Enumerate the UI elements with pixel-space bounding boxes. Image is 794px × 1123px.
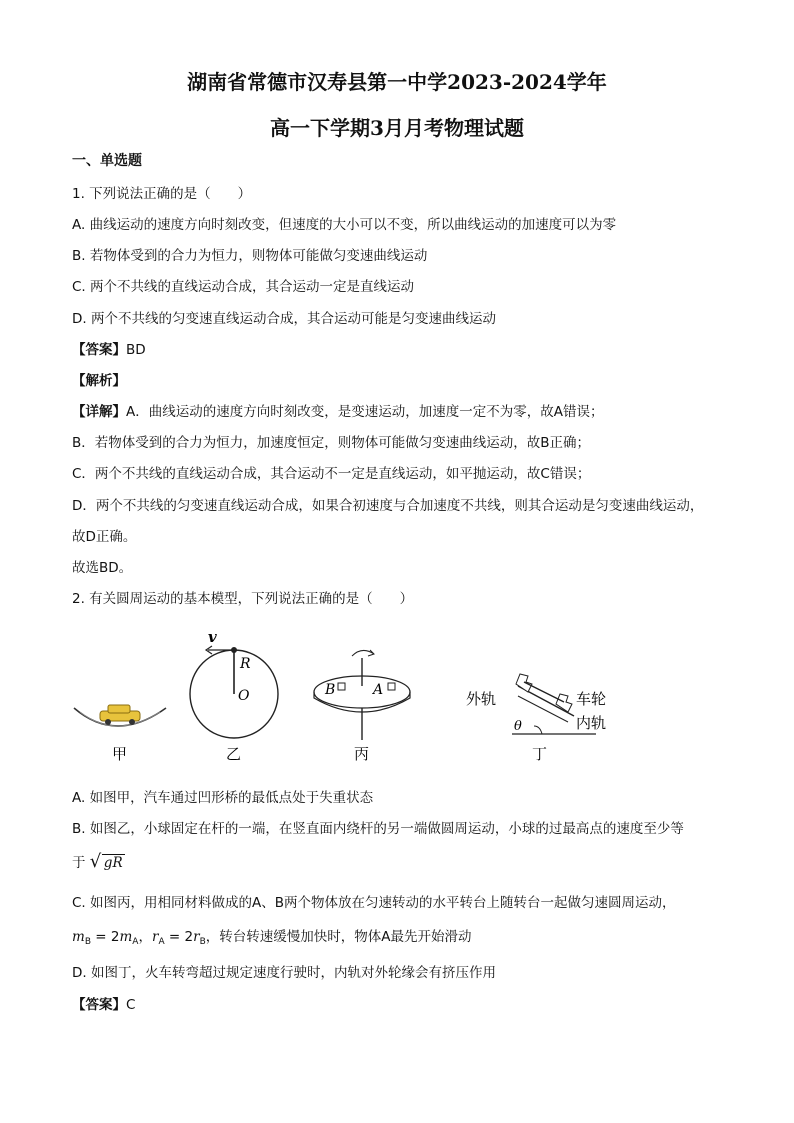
q2-option-b-line1: B. 如图乙，小球固定在杆的一端，在竖直面内绕杆的另一端做圆周运动，小球的过最高点的速度至少等: [72, 821, 684, 837]
q2-option-c-line1: C. 如图丙，用相同材料做成的A、B两个物体放在匀速转动的水平转台上随转台一起做匀速圆周运动，: [72, 895, 676, 911]
q1-detail-c: C．两个不共线的直线运动合成，其合运动不一定是直线运动，如平抛运动，故C错误；: [72, 466, 591, 482]
q1-answer: [72, 338, 146, 358]
q1-detail-d1: D．两个不共线的匀变速直线运动合成，如果合初速度与合加速度不共线，则其合运动是匀变速曲线运动，: [72, 498, 704, 514]
mass-sub-b: B: [84, 937, 91, 947]
label-yi: 乙: [226, 745, 242, 763]
q1-analysis-tag: 【解析】: [72, 373, 126, 389]
q1-option-a: A. 曲线运动的速度方向时刻改变，但速度的大小可以不变，所以曲线运动的加速度可以为零: [72, 217, 617, 233]
eq2: = 2: [164, 929, 194, 945]
label-outer-rail: 外轨: [466, 690, 497, 708]
title-line-1: 湖南省常德市汉寿县第一中学2023-2024学年: [187, 70, 607, 94]
figure-bing: [314, 650, 410, 763]
label-A: A: [373, 682, 384, 698]
q2-answer-tag: 【答案】: [72, 997, 126, 1013]
figure-ding: [466, 674, 606, 763]
title-line-2: 高一下学期3月月考物理试题: [270, 116, 524, 140]
label-R: R: [240, 656, 251, 672]
q2-option-a: A. 如图甲，汽车通过凹形桥的最低点处于失重状态: [72, 790, 374, 806]
section-heading: 一、单选题: [72, 153, 142, 169]
radius-symbol: r: [151, 929, 159, 945]
q2-figures: [66, 622, 626, 772]
label-wheel: 车轮: [576, 690, 607, 708]
separator: ，: [138, 929, 152, 945]
q1-option-d: D. 两个不共线的匀变速直线运动合成，其合运动可能是匀变速曲线运动: [72, 311, 496, 327]
detail-tag: 【详解】: [72, 404, 126, 420]
mass-symbol-2: m: [119, 929, 133, 945]
sqrt-icon: √: [89, 851, 102, 872]
mass-sub-a: A: [132, 937, 139, 947]
label-ding: 丁: [532, 745, 548, 763]
q1-detail-d2: 故D正确。: [72, 529, 137, 545]
radius-symbol-2: r: [193, 929, 200, 945]
label-inner-rail: 内轨: [576, 714, 607, 732]
label-v: v: [208, 628, 217, 646]
mass-symbol: m: [72, 929, 85, 945]
q2-option-d: D. 如图丁，火车转弯超过规定速度行驶时，内轨对外轮缘会有挤压作用: [72, 965, 496, 981]
q1-detail-b: B．若物体受到的合力为恒力，加速度恒定，则物体可能做匀变速曲线运动，故B正确；: [72, 435, 591, 451]
sqrt-formula: [89, 851, 125, 872]
sqrt-radicand: gR: [103, 855, 123, 871]
radius-sub-a: A: [158, 937, 165, 947]
q2-option-b-line2: [72, 851, 125, 871]
label-B: B: [325, 682, 336, 698]
q2-stem: 2. 有关圆周运动的基本模型，下列说法正确的是（ ）: [72, 591, 414, 607]
q1-conclusion: 故选BD。: [72, 560, 133, 576]
radius-sub-b: B: [199, 937, 206, 947]
eq1: = 2: [91, 929, 120, 945]
label-jia: 甲: [112, 745, 128, 763]
figure-yi: [190, 628, 278, 763]
detail-a-text: A．曲线运动的速度方向时刻改变，是变速运动，加速度一定不为零，故A错误；: [126, 404, 604, 420]
q2-option-c-line2: [72, 925, 472, 947]
figure-jia: [74, 705, 166, 763]
label-O: O: [238, 688, 250, 704]
q2-answer: [72, 993, 135, 1013]
answer-tag: 【答案】: [72, 342, 126, 358]
q1-option-b: B. 若物体受到的合力为恒力，则物体可能做匀变速曲线运动: [72, 248, 428, 264]
q2-answer-value: C: [126, 997, 136, 1013]
label-theta: θ: [514, 719, 522, 734]
q1-option-c: C. 两个不共线的直线运动合成，其合运动一定是直线运动: [72, 279, 415, 295]
b2-prefix: 于: [72, 855, 86, 871]
q1-stem: 1. 下列说法正确的是（ ）: [72, 186, 252, 202]
answer-value: BD: [126, 342, 146, 358]
q1-detail-a: [72, 400, 603, 420]
label-bing: 丙: [354, 745, 370, 763]
c2-tail: ，转台转速缓慢加快时，物体A最先开始滑动: [205, 929, 472, 945]
